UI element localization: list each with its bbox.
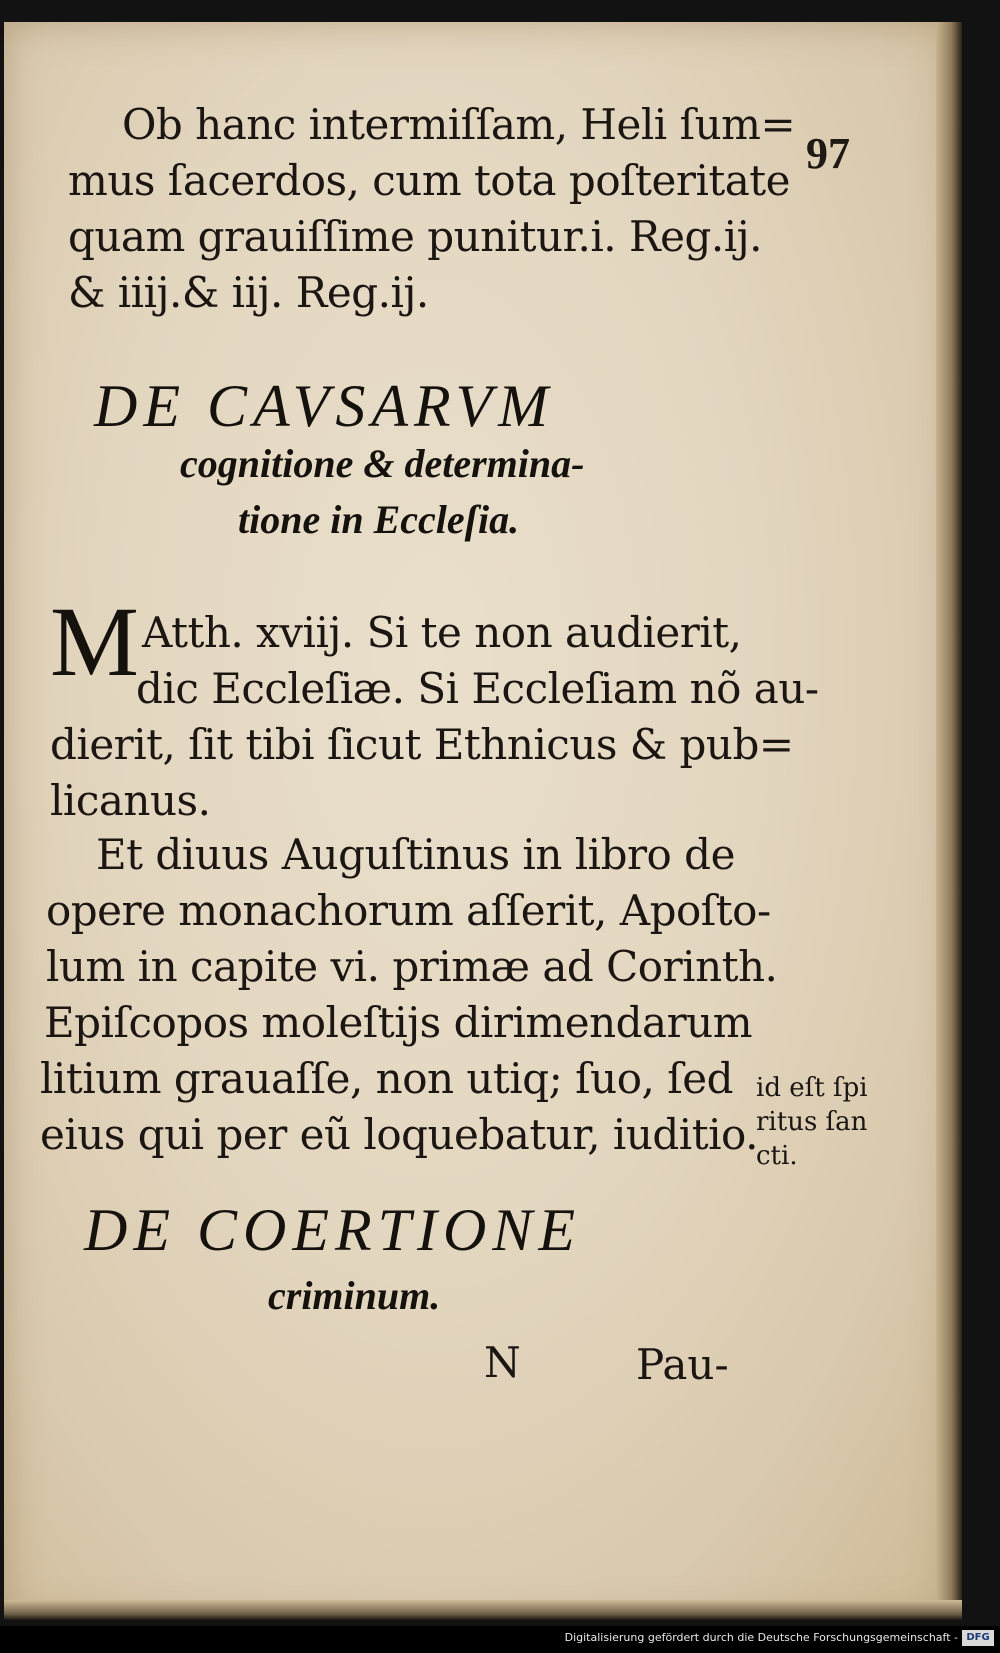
drop-cap-initial: M xyxy=(50,586,139,697)
section-heading-coertione: DE COERTIONE xyxy=(84,1197,581,1263)
top-paragraph-line: & iiij.& iij. Reg.ij. xyxy=(68,268,429,317)
section-subheading-line: tione in Eccleſia. xyxy=(238,497,520,542)
paragraph-line: dierit, ſit tibi ſicut Ethnicus & pub= xyxy=(50,720,794,769)
margin-note-line: ritus ſan xyxy=(756,1107,868,1137)
paragraph-line: Atth. xviij. Si te non audierit, xyxy=(142,608,742,657)
section-subheading: criminum. xyxy=(268,1273,441,1318)
margin-note-line: id eſt ſpi xyxy=(756,1073,868,1103)
paragraph-line: Epiſcopos moleſtijs dirimendarum xyxy=(44,998,753,1047)
margin-note-line: cti. xyxy=(756,1141,798,1171)
digitization-credit: Digitalisierung gefördert durch die Deutsche Forschungsgemeinschaft - xyxy=(564,1631,958,1644)
top-paragraph-line: quam grauiſſime punitur.i. Reg.ij. xyxy=(68,212,763,261)
paragraph-line: lum in capite vi. primæ ad Corinth. xyxy=(46,942,778,991)
section-heading-causarum: DE CAVSARVM xyxy=(94,373,555,439)
top-paragraph-line: Ob hanc intermiſſam, Heli ſum= xyxy=(122,100,796,149)
paragraph-line: litium grauaſſe, non utiq; ſuo, ſed xyxy=(40,1054,733,1103)
paragraph-line: eius qui per eũ loquebatur, iuditio. xyxy=(40,1110,758,1159)
dfg-logo: DFG xyxy=(962,1630,994,1646)
paragraph-line: opere monachorum aſſerit, Apoſto- xyxy=(46,886,771,935)
page-number: 97 xyxy=(806,129,850,178)
top-paragraph-line: mus ſacerdos, cum tota poſteritate xyxy=(68,156,791,205)
paragraph-line: licanus. xyxy=(50,776,211,825)
paragraph-line: Et diuus Auguſtinus in libro de xyxy=(96,830,735,879)
paragraph-line: dic Eccleſiæ. Si Eccleſiam nõ au- xyxy=(136,664,819,713)
page-edge-bottom xyxy=(4,1600,962,1620)
page-edge-right xyxy=(936,22,962,1620)
signature-mark: N xyxy=(484,1338,521,1387)
catchword: Pau- xyxy=(636,1340,729,1389)
section-subheading-line: cognitione & determina- xyxy=(180,441,585,486)
